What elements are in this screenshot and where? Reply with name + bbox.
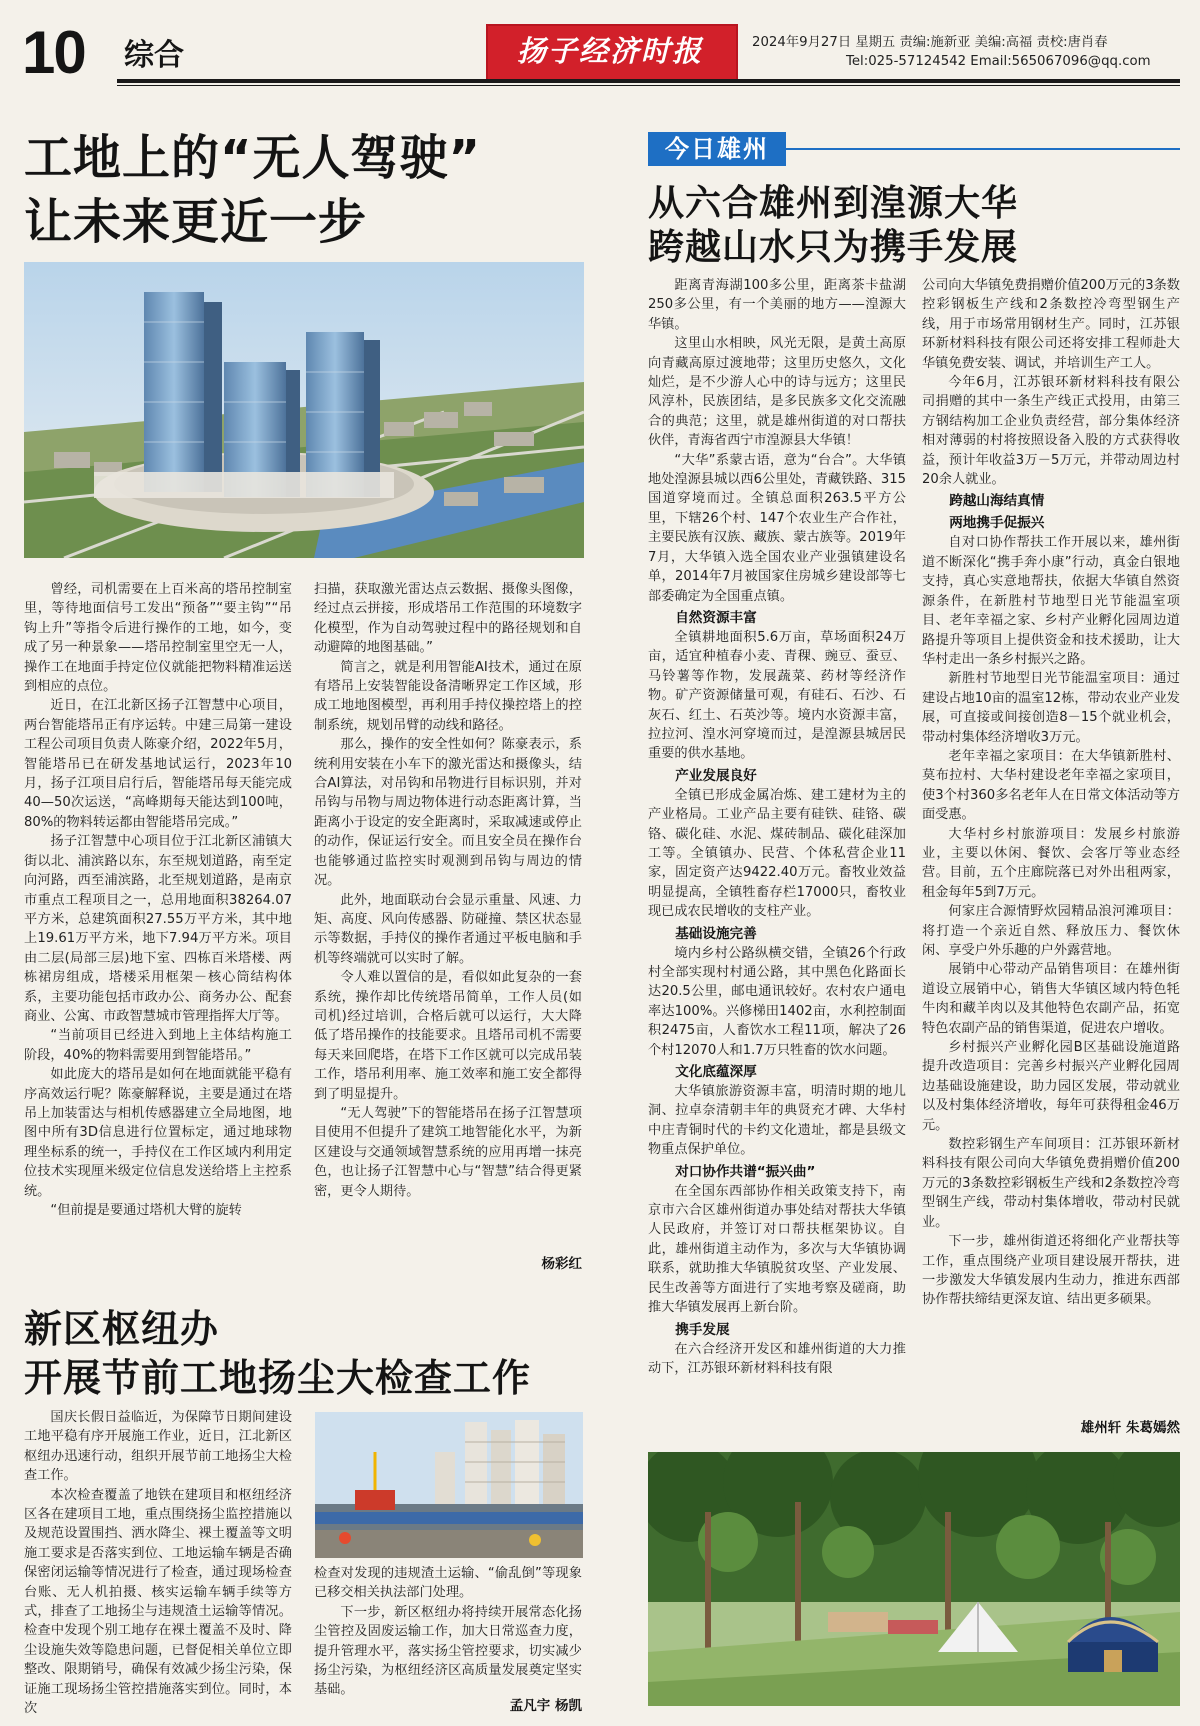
paragraph: “大华”系蒙古语，意为“台合”。大华镇地处湟源县城以西6公里处，青藏铁路、315国道穿境而过。全镇总面积263.5平方公里，下辖26个村、147个农业生产合作社，主要民族有汉族、藏族、蒙古族等。2019年7月，大华镇入选全国农业产业强镇建设名单，2014年7月被国家住房城乡建设部等七部委确定为全国重点镇。 [648,452,906,604]
paragraph: 自对口协作帮扶工作开展以来，雄州街道不断深化“携手奔小康”行动，真金白银地支持，真心实意地帮扶，依据大华镇自然资源条件，在新胜村节地型日光节能温室项目、老年幸福之家、乡村产业孵化园周边道路提升等项目上提供资金和技术援助，让大华村走出一条乡村振兴之路。 [922,535,1180,667]
subheading: 产业发展良好 [675,767,757,784]
subheading: 对口协作共谱“振兴曲” [675,1163,816,1180]
paragraph: “无人驾驶”下的智能塔吊在扬子江智慧项目使用不但提升了建筑工地智能化水平，为新区建设与交通领域智慧系统的应用再增一抹亮色，也让扬子江智慧中心与“智慧”结合得更紧密，更令人期待。 [314,1105,582,1199]
paragraph: 公司向大华镇免费捐赠价值200万元的3条数控彩钢板生产线和2条数控冷弯型钢生产线，用于市场常用钢材生产。同时，江苏银环新材料科技有限公司还将安排工程师赴大华镇免费安装、调试，并培训生产工人。 [922,278,1180,371]
paragraph: 展销中心带动产品销售项目：在雄州街道设立展销中心，销售大华镇区域内特色牦牛肉和藏羊肉以及其他特色农副产品，拓宽特色农副产品的销售渠道，促进农户增收。 [922,962,1180,1036]
subheading: 文化底蕴深厚 [675,1064,757,1081]
section-tag-rule [786,148,1180,150]
paragraph: 境内乡村公路纵横交错，全镇26个行政村全部实现村村通公路，其中黑色化路面长达20.5公里，邮电通讯较好。农村农户通电率达100%。兴修梯田1402亩，水利控制面积2475亩，人畜饮水工程11项，解决了26个村12070人和1.7万只牲畜的饮水问题。 [648,945,906,1058]
subheading: 跨越山海结真情 [949,493,1045,510]
subheading: 基础设施完善 [675,925,757,942]
article1-column-1 [24,580,292,1220]
article3-headline-line1: 从六合雄州到湟源大华 [648,183,1019,224]
article3-headline-line2: 跨越山水只为携手发展 [648,227,1019,268]
article1-byline: 杨彩红 [541,1256,582,1272]
paragraph: 在六合经济开发区和雄州街道的大力推动下，江苏银环新材料科技有限 [648,1341,906,1376]
contact-line: Tel:025-57124542 Email:565067096@qq.com [846,54,1151,69]
paragraph: “当前项目已经进入到地上主体结构施工阶段，40%的物料需要用到智能塔吊。” [24,1028,292,1063]
subheading: 自然资源丰富 [675,609,757,626]
paragraph: 扬子江智慧中心项目位于江北新区浦镇大街以北、浦滨路以东，东至规划道路，南至定向河路，西至浦滨路，北至规划道路，是南京市重点工程项目之一，总用地面积38264.07平方米，总建筑面积27.55万平方米，其中地上19.61万平方米，地下7.94万平方米。项目由二层(局部三层)地下室、四栋百米塔楼、两栋裙房组成，塔楼采用框架－核心筒结构体系，主要功能包括市政办公、商务办公、配套商业、公寓、市政智慧城市管理指挥大厅等。 [24,834,292,1024]
paragraph: 简言之，就是利用智能AI技术，通过在原有塔吊上安装智能设备清晰界定工作区域，形成工地地图模型，再利用手持仪操控塔上的控制系统，规划吊臂的动线和路径。 [314,659,582,733]
paragraph: 下一步，新区枢纽办将持续开展常态化扬尘管控及固废运输工作，加大日常巡查力度，提升管理水平，落实扬尘管控要求，切实减少扬尘污染，为枢纽经济区高质量发展奠定坚实基础。 [314,1604,582,1698]
campsite-photo [648,1452,1180,1706]
paragraph: 下一步，雄州街道还将细化产业帮扶等工作，重点围绕产业项目建设展开帮扶，进一步激发大华镇发展内生动力，推进东西部协作帮扶缔结更深友谊、结出更多硕果。 [922,1234,1180,1308]
paragraph: 全镇耕地面积5.6万亩，草场面积24万亩，适宜种植春小麦、青稞、豌豆、蚕豆、马铃薯等作物，发展蔬菜、药材等经济作物。矿产资源储量可观，有硅石、石沙、石灰石、红土、石英沙等。境内水资源丰富，拉拉河、湟水河穿境而过，是湟源县城居民重要的供水基地。 [648,629,906,762]
section-tag: 今日雄州 [665,135,769,163]
paragraph: 大华镇旅游资源丰富，明清时期的地儿洞、拉卓奈清朝丰年的典贤充才碑、大华村中庄青铜时代的卡约文化遗址，都是县级文物重点保护单位。 [648,1084,906,1158]
paragraph: 今年6月，江苏银环新材料科技有限公司捐赠的其中一条生产线正式投用，由第三方钢结构加工企业负责经营，部分集体经济相对薄弱的村将按照设备入股的方式获得收益，预计年收益3万－5万元，并带动周边村20余人就业。 [922,375,1180,488]
construction-render-photo [24,262,584,558]
paragraph: 老年幸福之家项目：在大华镇新胜村、莫布拉村、大华村建设老年幸福之家项目，使3个村360多名老年人在日常文体活动等方面受惠。 [922,748,1180,823]
paragraph: 扫描，获取激光雷达点云数据、摄像头图像，经过点云拼接，形成塔吊工作范围的环境数字化模型，作为自动驾驶过程中的路径规划和自动避障的地图基础。” [314,582,582,656]
article1-headline-line1: 工地上的“无人驾驶” [24,130,482,186]
paragraph: 乡村振兴产业孵化园B区基础设施道路提升改造项目：完善乡村振兴产业孵化园周边基础设施建设，助力园区发展，带动就业以及村集体经济增收，每年可获得租金46万元。 [922,1040,1180,1133]
section-name: 综合 [124,38,184,73]
article2-byline: 孟凡宇 杨凯 [509,1698,582,1714]
article2-headline-line1: 新区枢纽办 [24,1307,220,1351]
paragraph: 那么，操作的安全性如何？陈豪表示，系统利用安装在小车下的激光雷达和摄像头，结合AI算法，对吊钩和吊物进行目标识别，并对吊钩与吊物与周边物体进行动态距离计算，当距离小于设定的安全距离时，采取减速或停止的动作，保证运行安全。而且安全员在操作台也能够通过监控实时观测到吊钩与周边的情况。 [314,737,582,889]
article3-column-2 [922,276,1180,1310]
construction-site-photo [315,1412,583,1558]
paragraph: 本次检查覆盖了地铁在建项目和枢纽经济区各在建项目工地，重点围绕扬尘监控措施以及规范设置围挡、洒水降尘、裸土覆盖等文明施工要求是否落实到位、工地运输车辆是否确保密闭运输等情况进行了检查，通过现场检查台账、无人机拍摄、核实运输车辆手续等方式，排查了工地扬尘与违规渣土运输等情况。检查中发现个别工地存在裸土覆盖不及时、降尘设施失效等隐患问题，已督促相关单位立即整改、限期销号，确保有效减少扬尘污染，保证施工现场扬尘管控措施落实到位。同时，本次 [24,1487,292,1717]
paragraph: “但前提是要通过塔机大臂的旋转 [50,1203,242,1218]
paragraph: 此外，地面联动台会显示重量、风速、力矩、高度、风向传感器、防碰撞、禁区状态显示等数据，手持仪的操作者通过平板电脑和手机等终端就可以实时了解。 [314,892,582,966]
masthead-rule-thin [117,85,1180,86]
page-number: 10 [22,19,85,86]
paragraph: 国庆长假日益临近，为保障节日期间建设工地平稳有序开展施工作业，近日，江北新区枢纽办迅速行动，组织开展节前工地扬尘大检查工作。 [24,1410,292,1484]
paragraph: 何家庄合源情野炊园精品浪河滩项目：将打造一个亲近自然、释放压力、餐饮休闲、享受户外乐趣的户外露营地。 [922,904,1180,958]
paragraph: 距离青海湖100多公里，距离茶卡盐湖250多公里，有一个美丽的地方——湟源大华镇。 [648,278,906,332]
article2-column-1 [24,1408,292,1719]
paragraph: 如此庞大的塔吊是如何在地面就能平稳有序高效运行呢？陈豪解释说，主要是通过在塔吊上加装雷达与相机传感器建立全局地图，地图中所有3D信息进行位置标定，通过地球物理坐标系的统一，手持仪在工作区域内利用定位技术实现厘米级定位信息发送给塔上主控系统。 [24,1067,292,1199]
article3-column-1 [648,276,906,1378]
paper-name: 扬子经济时报 [516,34,703,68]
article1-column-2 [314,580,582,1201]
date-line: 2024年9月27日 星期五 责编:施新亚 美编:高福 责校:唐肖春 [752,35,1108,50]
paragraph: 令人难以置信的是，看似如此复杂的一套系统，操作却比传统塔吊简单，工作人员(如司机)经过培训，合格后就可以运行，大大降低了塔吊操作的技能要求。且塔吊司机不需要每天来回爬塔，在塔下工作区就可以完成吊装工作，塔吊利用率、施工效率和施工安全都得到了明显提升。 [314,970,582,1102]
paragraph: 全镇已形成金属冶炼、建工建材为主的产业格局。工业产品主要有硅铁、硅铬、碳铬、碳化硅、水泥、煤砖制品、碳化硅深加工等。全镇镇办、民营、个体私营企业11家，固定资产达9422.40万元。畜牧业效益明显提高，全镇牲畜存栏17000只，畜牧业现已成农民增收的支柱产业。 [648,787,906,920]
article2-headline-line2: 开展节前工地扬尘大检查工作 [24,1356,532,1400]
paragraph: 新胜村节地型日光节能温室项目：通过建设占地10亩的温室12栋，带动农业产业发展，可直接或间接创造8－15个就业机会，带动村集体经济增收3万元。 [922,671,1180,745]
article3-byline: 雄州轩 朱葛嫣然 [1080,1420,1180,1436]
article1-headline-line2: 让未来更近一步 [24,194,368,250]
subheading: 两地携手促振兴 [949,515,1045,532]
paragraph: 检查对发现的违规渣土运输、“偷乱倒”等现象已移交相关执法部门处理。 [314,1566,582,1601]
subheading: 携手发展 [675,1321,730,1338]
paragraph: 在全国东西部协作相关政策支持下，南京市六合区雄州街道办事处结对帮扶大华镇人民政府，并签订对口帮扶框架协议。自此，雄州街道主动作为，多次与大华镇协调联系，就助推大华镇脱贫攻坚、产业发展、民生改善等方面进行了实地考察及磋商，助推大华镇发展再上新台阶。 [648,1183,906,1316]
article2-column-2 [314,1564,582,1700]
paragraph: 大华村乡村旅游项目：发展乡村旅游业，主要以休闲、餐饮、会客厅等业态经营。目前，五个庄廊院落已对外出租两家，租金每年5到7万元。 [922,826,1180,900]
paragraph: 数控彩钢生产车间项目：江苏银环新材料科技有限公司向大华镇免费捐赠价值200万元的3条数控彩钢板生产线和2条数控冷弯型钢生产线，带动村集体增收，带动村民就业。 [922,1137,1180,1230]
paragraph: 近日，在江北新区扬子江智慧中心项目，两台智能塔吊正有序运转。中建三局第一建设工程公司项目负责人陈豪介绍，2022年5月，智能塔吊已在研发基地试运行，2023年10月，扬子江项目启行后，智能塔吊每天能完成40—50次运送，“高峰期每天能达到100吨，80%的物料转运都由智能塔吊完成。” [24,698,292,830]
paragraph: 曾经，司机需要在上百米高的塔吊控制室里，等待地面信号工发出“预备”“要主钩”“吊钩上升”等指令后进行操作的工地，如今，变成了另一种景象——塔吊控制室里空无一人，操作工在地面手持定位仪就能把物料精准运送到相应的点位。 [24,582,292,695]
paragraph: 这里山水相映，风光无限，是黄土高原向青藏高原过渡地带；这里历史悠久，文化灿烂，是不少游人心中的诗与远方；这里民风淳朴，民族团结，是多民族多文化交流融合的典范；这里，就是雄州街道的对口帮扶伙伴，青海省西宁市湟源县大华镇！ [648,336,906,449]
masthead-rule [117,79,1180,83]
